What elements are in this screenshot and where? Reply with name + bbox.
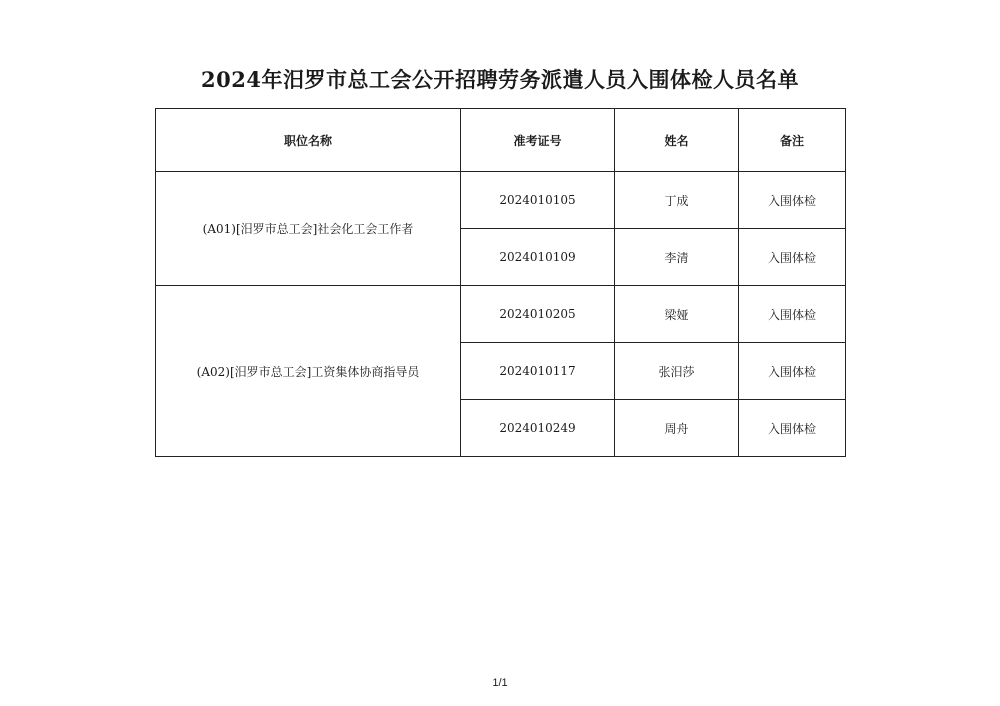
note-cell: 入围体检 [739, 343, 846, 400]
page-title: 2024年汨罗市总工会公开招聘劳务派遣人员入围体检人员名单 [201, 67, 799, 92]
name-cell: 丁成 [615, 172, 739, 229]
exam-number-cell: 2024010249 [461, 400, 615, 457]
name-cell: 李清 [615, 229, 739, 286]
header-note: 备注 [739, 109, 846, 172]
exam-number-cell: 2024010205 [461, 286, 615, 343]
page-number: 1/1 [492, 677, 508, 689]
exam-number-cell: 2024010109 [461, 229, 615, 286]
note-cell: 入围体检 [739, 400, 846, 457]
table-header-row [156, 109, 846, 172]
exam-number-cell: 2024010105 [461, 172, 615, 229]
table-row [156, 286, 846, 343]
header-position: 职位名称 [156, 109, 461, 172]
header-name: 姓名 [615, 109, 739, 172]
position-cell: (A02)[汨罗市总工会]工资集体协商指导员 [156, 286, 461, 457]
note-cell: 入围体检 [739, 229, 846, 286]
name-cell: 梁娅 [615, 286, 739, 343]
candidate-table [155, 108, 846, 457]
name-cell: 周舟 [615, 400, 739, 457]
position-cell: (A01)[汨罗市总工会]社会化工会工作者 [156, 172, 461, 286]
table-row [156, 172, 846, 229]
exam-number-cell: 2024010117 [461, 343, 615, 400]
note-cell: 入围体检 [739, 286, 846, 343]
note-cell: 入围体检 [739, 172, 846, 229]
header-exam-number: 准考证号 [461, 109, 615, 172]
name-cell: 张汨莎 [615, 343, 739, 400]
